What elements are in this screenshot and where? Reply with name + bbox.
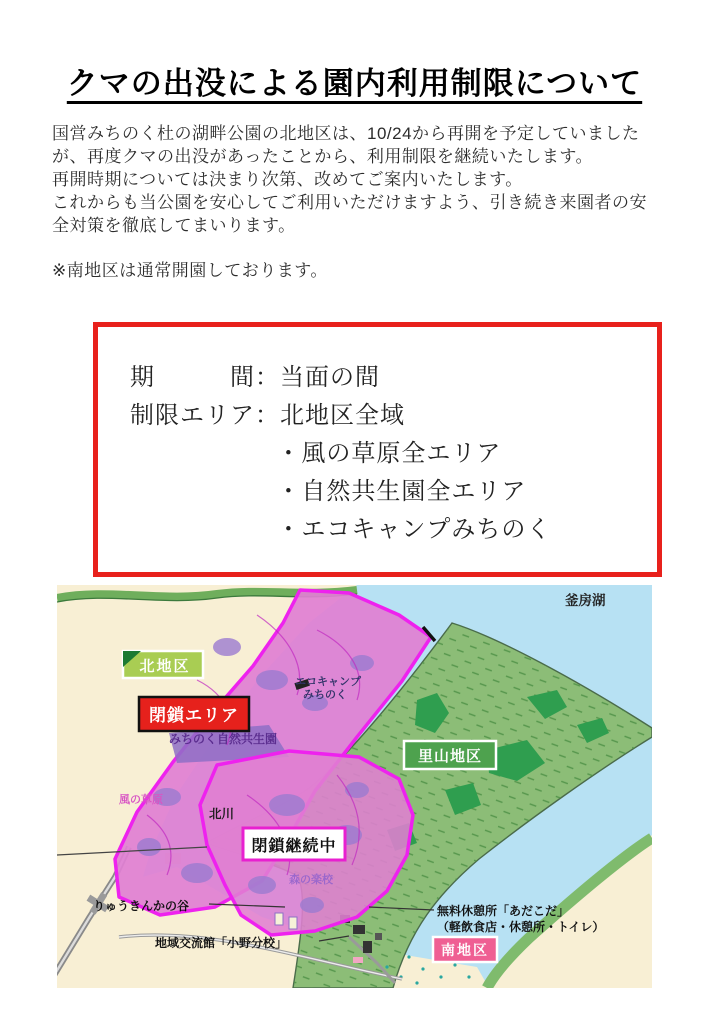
restriction-area: 制限エリア：北地区全域 [130,402,405,429]
restriction-item-1: ・風の草原全エリア [276,440,502,467]
closed-area-label: 閉鎖エリア [149,706,239,725]
wind-grassland-label: 風の草原 [119,794,163,806]
south-district-badge [433,937,497,962]
south-district-note: ※南地区は通常開園しております。 [52,261,328,280]
page-title: クマの出没による園内利用制限について [66,66,643,101]
community-hall-label: 地域交流館「小野分校」 [155,936,288,950]
paragraph-restriction: 国営みちのく杜の湖畔公園の北地区は、10/24から再開を予定していましたが、再度クマの出没があったことから、利用制限を継続いたします。 [52,124,640,166]
north-district-label: 北地区 [139,658,191,675]
closed-continuing-label: 閉鎖継続中 [251,838,337,855]
nature-park-label: みちのく自然共生園 [169,732,278,746]
forest-school-label: 森の楽校 [289,874,333,886]
announcement-body [52,122,658,237]
ryukinka-valley-label: りゅうきんかの谷 [93,899,190,913]
restriction-detail-box [93,322,662,577]
svg-text:エコキャンプ: エコキャンプ [295,676,361,688]
closed-area-badge [139,697,249,731]
restriction-period: 期 間：当面の間 [130,364,380,391]
north-district-badge [123,651,203,678]
park-map-svg [57,585,652,988]
svg-text:みちのく: みちのく [303,689,347,701]
svg-text:無料休憩所「あだこだ」: 無料休憩所「あだこだ」 [437,904,570,918]
closed-continuing-badge [243,828,345,860]
lake-name-label: 釜房湖 [565,593,606,608]
satoyama-district-badge [404,741,496,769]
restriction-item-3: ・エコキャンプみちのく [276,516,552,543]
svg-text:（軽飲食店・休憩所・トイレ）: （軽飲食店・休憩所・トイレ） [437,920,605,934]
paragraph-reopen: 再開時期については決まり次第、改めてご案内いたします。 [52,170,523,189]
paragraph-safety: これからも当公園を安心してご利用いただけますよう、引き続き来園者の安全対策を徹底してまいります。 [52,193,647,235]
satoyama-district-label: 里山地区 [417,748,483,765]
park-map-image [57,585,652,988]
south-district-label: 南地区 [441,942,489,958]
restriction-item-2: ・自然共生園全エリア [276,478,527,505]
kita-river-label: 北川 [209,807,235,821]
